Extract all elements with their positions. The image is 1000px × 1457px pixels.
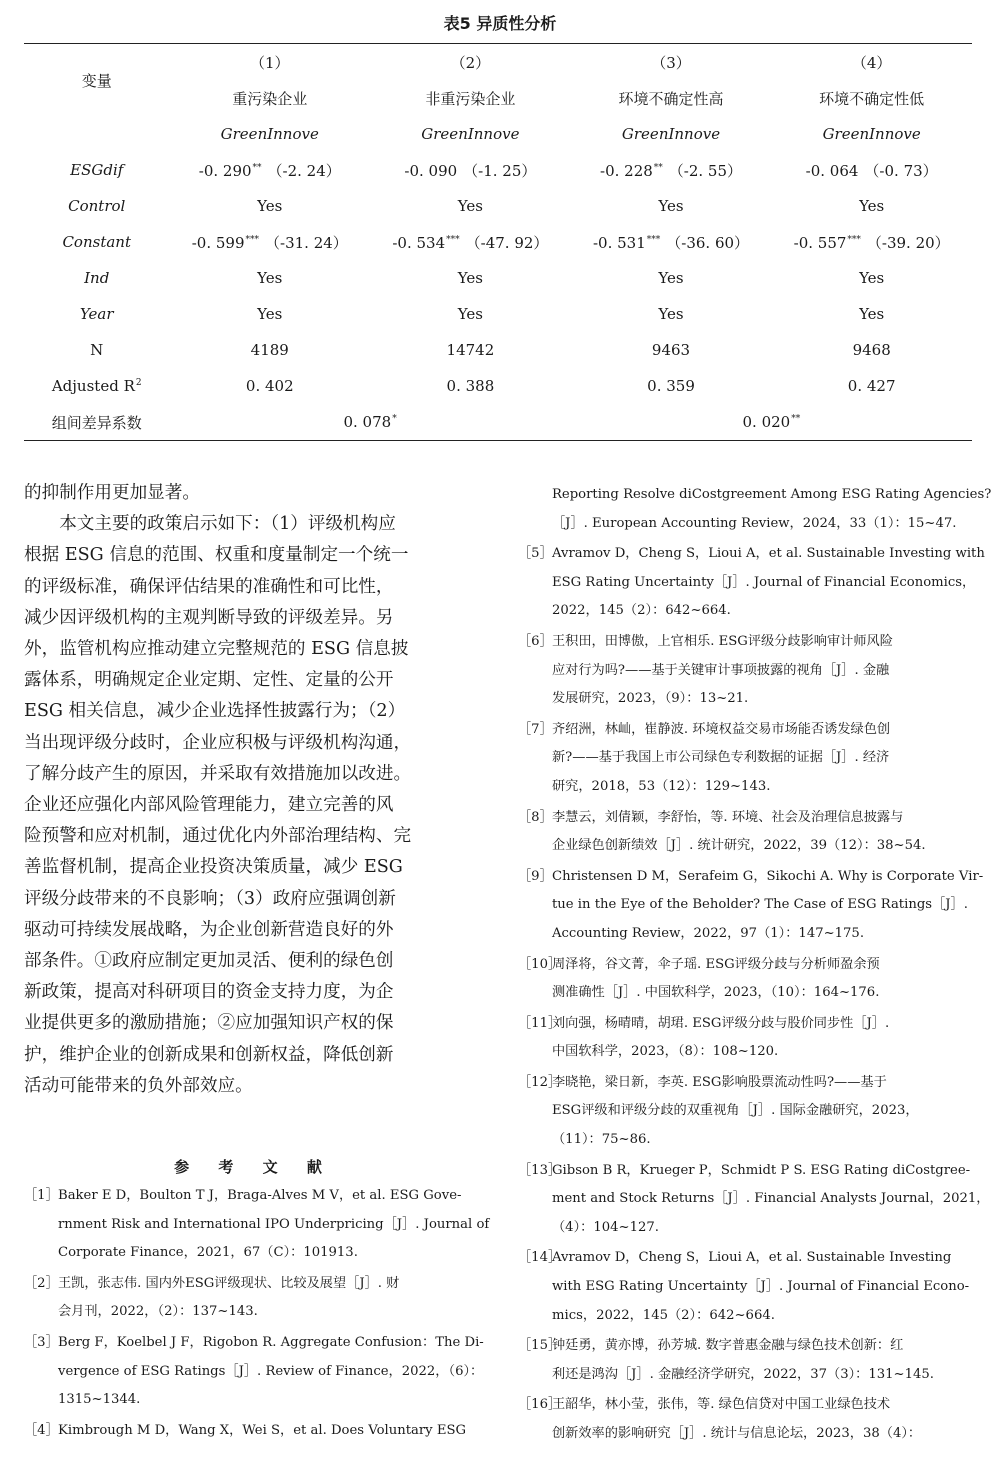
group-diff-value	[571, 404, 972, 441]
reference-text: （4）：104~127.	[552, 1219, 659, 1235]
col-group-label: 环境不确定性高	[618, 89, 724, 108]
reference-line	[24, 1386, 484, 1415]
reference-text: 1315~1344.	[58, 1392, 141, 1408]
reference-text: 周泽将，谷文菁，伞子瑶. ESG评级分歧与分析师盈余预	[552, 956, 880, 972]
coef-value: -0. 534	[392, 233, 446, 252]
text-line: 评级分歧带来的不良影响；（3）政府应强调创新	[24, 888, 396, 909]
reference-text: Accounting Review，2022，97（1）：147~175.	[552, 925, 865, 941]
reference-entry	[24, 1417, 484, 1446]
reference-text: 王积田，田博傲，上官相乐. ESG评级分歧影响审计师风险	[552, 633, 893, 649]
t-statistic: （-1. 25）	[463, 161, 537, 180]
body-text	[24, 478, 484, 1102]
reference-entry	[518, 1391, 976, 1448]
dep-var-label: GreenInnove	[822, 125, 921, 143]
reference-line	[518, 1157, 976, 1186]
reference-line	[518, 1420, 976, 1449]
table-cell	[571, 260, 772, 296]
reference-line	[518, 569, 976, 598]
coef-value: Yes	[658, 305, 684, 323]
reference-number: ［10］	[518, 956, 562, 972]
reference-text: ESG Rating Uncertainty［J］. Journal of Financial Economics，	[552, 574, 976, 590]
reference-entry	[518, 1157, 990, 1243]
text-line: 部条件。①政府应制定更加灵活、便利的绿色创	[24, 951, 394, 972]
reference-line	[518, 540, 985, 569]
reference-text: Avramov D，Cheng S，Lioui A，et al. Sustainable Investing with	[552, 546, 985, 562]
table-cell	[169, 152, 370, 188]
coef-value: Yes	[457, 197, 483, 215]
table-cell	[169, 188, 370, 224]
reference-text: 创新效率的影响研究［J］. 统计与信息论坛，2023，38（4）：	[552, 1426, 922, 1441]
reference-text: Baker E D，Boulton T J，Braga-Alves M V，et al. ESG Gove-	[58, 1188, 462, 1203]
text-line: 减少因评级机构的主观判断导致的评级差异。另	[24, 607, 394, 628]
reference-line	[518, 1302, 976, 1331]
reference-text: （11）：75~86.	[552, 1132, 651, 1148]
group-diff-number: 0. 020	[742, 413, 791, 431]
coef-value: Yes	[859, 269, 885, 287]
reference-text: Gibson B R，Krueger P，Schmidt P S. ESG Rating diCostgree-	[552, 1162, 971, 1178]
reference-entry	[518, 481, 992, 538]
table-cell	[370, 188, 571, 224]
reference-line	[518, 1332, 976, 1361]
col-number: （2）	[370, 44, 571, 81]
n-value: 9468	[852, 341, 891, 359]
text-line: 的评级标准，确保评估结果的准确性和可比性，	[24, 576, 394, 597]
reference-number: ［3］	[24, 1334, 59, 1350]
reference-line	[518, 657, 976, 686]
r2-value: 0. 359	[647, 377, 695, 395]
text-line: 驱动可持续发展战略，为企业创新营造良好的外	[24, 919, 394, 940]
reference-number: ［1］	[24, 1188, 59, 1203]
reference-text: Christensen D M，Serafeim G，Sikochi A. Why is Corporate Vir-	[552, 868, 984, 884]
text-line: 当出现评级分歧时，企业应积极与评级机构沟通，	[24, 732, 412, 753]
reference-entry	[518, 863, 984, 949]
paragraph-policy	[24, 509, 484, 1102]
reference-entry	[518, 716, 976, 802]
reference-line	[518, 1097, 976, 1126]
reference-text: 中国软科学，2023，（8）：108~120.	[552, 1044, 779, 1060]
reference-text: rnment Risk and International IPO Underpricing［J］. Journal of	[58, 1216, 490, 1232]
row-label-r2	[24, 368, 169, 404]
t-statistic: （-36. 60）	[666, 233, 750, 252]
row-label-n: N	[90, 341, 104, 359]
text-line: ESG 相关信息，减少企业选择性披露行为；（2）	[24, 701, 406, 722]
reference-number: ［16］	[518, 1397, 562, 1413]
reference-line	[24, 1182, 484, 1211]
t-statistic: （-2. 24）	[267, 161, 341, 180]
table-cell	[370, 260, 571, 296]
dep-var-label: GreenInnove	[621, 125, 721, 143]
reference-line	[518, 979, 976, 1008]
reference-text: 钟廷勇，黄亦博，孙芳城. 数字普惠金融与绿色技术创新：红	[552, 1338, 904, 1354]
coef-value: Yes	[658, 197, 684, 215]
table-cell	[771, 224, 972, 260]
table-cell	[771, 152, 972, 188]
reference-number: ［4］	[24, 1422, 59, 1438]
text-line: 活动可能带来的负外部效应。	[24, 1075, 253, 1096]
n-value: 9463	[651, 341, 691, 359]
reference-text: 李慧云，刘倩颖，李舒怡，等. 环境、社会及治理信息披露与	[552, 809, 904, 825]
reference-entry	[24, 1329, 484, 1415]
col-number: （3）	[571, 44, 772, 81]
row-label: ESGdif	[70, 161, 124, 179]
r2-value: 0. 388	[446, 377, 495, 395]
reference-text: 齐绍洲，林屾，崔静波. 环境权益交易市场能否诱发绿色创	[552, 721, 891, 737]
text-line: 本文主要的政策启示如下：（1）评级机构应	[59, 514, 396, 535]
reference-text: 应对行为吗?——基于关键审计事项披露的视角［J］. 金融	[552, 662, 890, 678]
reference-line	[518, 744, 976, 773]
coef-value: Yes	[859, 305, 885, 323]
coef-value: Yes	[859, 197, 885, 215]
references-right-column	[518, 481, 992, 1451]
reference-line	[24, 1298, 484, 1327]
reference-number: ［8］	[518, 809, 553, 825]
reference-number: ［12］	[518, 1074, 562, 1090]
reference-number: ［5］	[518, 546, 553, 562]
table-cell	[370, 224, 571, 260]
paragraph-conclusion-end	[24, 478, 484, 509]
reference-number: ［2］	[24, 1275, 59, 1291]
row-label: Control	[68, 197, 126, 215]
table-cell	[370, 152, 571, 188]
table-caption: 表5 异质性分析	[443, 14, 557, 33]
reference-line	[24, 1211, 490, 1240]
reference-text: 李晓艳，梁日新，李英. ESG影响股票流动性吗?——基于	[552, 1074, 887, 1090]
reference-text: 利还是鸿沟［J］. 金融经济学研究，2022，37（3）：131~145.	[552, 1366, 934, 1382]
coef-value: -0. 531	[592, 233, 646, 252]
reference-line	[518, 1273, 976, 1302]
reference-number: ［7］	[518, 721, 553, 737]
col-group-label: 非重污染企业	[425, 89, 516, 108]
reference-line	[518, 597, 976, 626]
coef-value: -0. 064	[805, 161, 859, 180]
reference-entry	[518, 1244, 976, 1330]
t-statistic: （-2. 55）	[668, 161, 743, 180]
r2-superscript: 2	[135, 378, 142, 388]
table-cell	[571, 224, 772, 260]
table-cell	[169, 224, 370, 260]
significance-stars: ***	[847, 234, 861, 245]
t-statistic: （-39. 20）	[866, 233, 950, 252]
text-line: 了解分歧产生的原因，并采取有效措施加以改进。	[24, 763, 412, 784]
coef-value: -0. 090	[404, 161, 458, 180]
dep-var-label: GreenInnove	[421, 125, 520, 143]
reference-entry	[24, 1270, 484, 1327]
reference-text: 王韶华，林小莹，张伟，等. 绿色信贷对中国工业绿色技术	[552, 1397, 891, 1413]
reference-text: tue in the Eye of the Beholder? The Case of ESG Ratings［J］.	[552, 897, 968, 913]
reference-entry	[518, 540, 985, 626]
reference-line	[518, 891, 976, 920]
reference-line	[518, 1038, 976, 1067]
coef-value: -0. 599	[191, 233, 245, 252]
reference-text: Reporting Resolve diCostgreement Among ESG Rating Agencies?	[552, 487, 992, 502]
n-value: 4189	[250, 341, 289, 359]
reference-text: Berg F，Koelbel J F，Rigobon R. Aggregate Confusion：The Di-	[58, 1334, 484, 1350]
coef-value: -0. 557	[793, 233, 847, 252]
reference-number: ［11］	[518, 1015, 562, 1031]
reference-line	[518, 1010, 976, 1039]
reference-entry	[518, 628, 976, 714]
var-header: 变量	[24, 44, 169, 117]
reference-line	[24, 1329, 484, 1358]
text-line: 护，维护企业的创新成果和创新权益，降低创新	[24, 1044, 394, 1065]
coef-value: Yes	[257, 269, 283, 287]
text-line: 企业还应强化内部风险管理能力，建立完善的风	[24, 795, 394, 816]
reference-line	[518, 685, 976, 714]
reference-text: vergence of ESG Ratings［J］. Review of Finance，2022，（6）：	[58, 1363, 484, 1379]
reference-text: Kimbrough M D，Wang X，Wei S，et al. Does Voluntary ESG	[58, 1422, 467, 1438]
references-left-column	[24, 1182, 490, 1447]
reference-text: 新?——基于我国上市公司绿色专利数据的证据［J］. 经济	[552, 750, 890, 766]
col-group-label: 重污染企业	[232, 89, 308, 108]
col-number: （1）	[169, 44, 370, 81]
col-number: （4）	[771, 44, 972, 81]
reference-line	[518, 1126, 976, 1155]
dep-var-label: GreenInnove	[220, 125, 319, 143]
significance-stars: **	[653, 162, 663, 173]
coef-value: -0. 228	[600, 161, 653, 180]
reference-line	[24, 1239, 484, 1268]
reference-entry	[518, 804, 976, 861]
reference-entry	[518, 951, 976, 1008]
reference-entry	[518, 1069, 976, 1155]
reference-line	[518, 951, 976, 980]
coef-value: Yes	[257, 305, 283, 323]
reference-text: 测准确性［J］. 中国软科学，2023，（10）：164~176.	[552, 985, 880, 1001]
reference-line	[518, 1185, 990, 1214]
reference-number: ［15］	[518, 1338, 562, 1354]
text-line: 露体系，明确规定企业定期、定性、定量的公开	[24, 670, 394, 691]
coef-value: Yes	[457, 305, 483, 323]
reference-line	[24, 1417, 484, 1446]
reference-entry	[24, 1182, 490, 1268]
heterogeneity-table	[24, 43, 972, 441]
reference-line	[518, 1069, 976, 1098]
reference-line	[518, 510, 976, 539]
t-statistic: （-0. 73）	[864, 161, 938, 180]
text-line: 外，监管机构应推动建立完整规范的 ESG 信息披	[24, 639, 409, 660]
reference-line	[24, 1358, 484, 1387]
coef-value: -0. 290	[198, 161, 252, 180]
reference-text: with ESG Rating Uncertainty［J］. Journal of Financial Econo-	[552, 1279, 970, 1295]
row-label: Year	[79, 305, 114, 323]
reference-number: ［13］	[518, 1162, 562, 1178]
text-line: 险预警和应对机制，通过优化内外部治理结构、完	[24, 826, 412, 847]
reference-line	[518, 481, 992, 510]
reference-line	[518, 832, 976, 861]
reference-text: 会月刊，2022，（2）：137~143.	[58, 1304, 258, 1320]
text-line: 的抑制作用更加显著。	[24, 483, 200, 503]
references-heading: 参 考 文 献	[174, 1158, 334, 1176]
group-diff-value	[169, 404, 570, 441]
r2-value: 0. 402	[245, 377, 294, 395]
text-line: 业提供更多的激励措施；②应加强知识产权的保	[24, 1013, 394, 1034]
reference-text: 刘向强，杨晴晴，胡珺. ESG评级分歧与股价同步性［J］.	[552, 1015, 890, 1031]
reference-text: 企业绿色创新绩效［J］. 统计研究，2022，39（12）：38~54.	[552, 838, 926, 854]
coef-value: Yes	[257, 197, 283, 215]
reference-line	[518, 1361, 976, 1390]
reference-text: 研究，2018，53（12）：129~143.	[552, 778, 771, 794]
reference-text: Avramov D，Cheng S，Lioui A，et al. Sustainable Investing	[552, 1250, 952, 1266]
table-cell	[771, 260, 972, 296]
row-label: Ind	[84, 269, 110, 287]
reference-text: mics，2022，145（2）：642~664.	[552, 1307, 775, 1323]
text-line: 善监督机制，提高企业投资决策质量，减少 ESG	[24, 857, 403, 878]
row-label-group-diff: 组间差异系数	[24, 404, 169, 441]
table-cell	[169, 296, 370, 332]
row-label: Constant	[62, 233, 131, 251]
reference-line	[518, 920, 976, 949]
reference-text: 2022，145（2）：642~664.	[552, 603, 731, 619]
reference-line	[518, 804, 976, 833]
reference-entry	[518, 1332, 976, 1389]
coef-value: Yes	[658, 269, 684, 287]
reference-line	[24, 1270, 484, 1299]
reference-text: ESG评级和评级分歧的双重视角［J］. 国际金融研究，2023，	[552, 1103, 919, 1119]
reference-number: ［14］	[518, 1250, 562, 1266]
reference-text: ment and Stock Returns［J］. Financial Analysts Journal，2021，	[552, 1191, 990, 1207]
t-statistic: （-31. 24）	[265, 233, 348, 252]
table-cell	[571, 296, 772, 332]
reference-text: ［J］. European Accounting Review，2024，33（1）：15~47.	[552, 515, 957, 531]
significance-stars: ***	[245, 234, 260, 245]
group-diff-stars: *	[392, 414, 397, 424]
table-cell	[571, 152, 772, 188]
coef-value: Yes	[457, 269, 483, 287]
r2-label-text: Adjusted R	[51, 377, 135, 395]
table-cell	[169, 260, 370, 296]
reference-line	[518, 1391, 976, 1420]
n-value: 14742	[446, 341, 495, 359]
significance-stars: **	[252, 162, 262, 173]
reference-number: ［9］	[518, 868, 553, 884]
reference-line	[518, 1214, 976, 1243]
group-diff-stars: **	[791, 414, 801, 424]
reference-text: Corporate Finance，2021，67（C）：101913.	[58, 1245, 358, 1261]
r2-value: 0. 427	[847, 377, 896, 395]
reference-entry	[518, 1010, 976, 1067]
table-cell	[771, 188, 972, 224]
reference-number: ［6］	[518, 633, 553, 649]
reference-line	[518, 716, 976, 745]
significance-stars: ***	[446, 234, 460, 245]
group-diff-number: 0. 078	[343, 413, 392, 431]
t-statistic: （-47. 92）	[465, 233, 549, 252]
text-line: 根据 ESG 信息的范围、权重和度量制定一个统一	[24, 545, 409, 566]
table-cell	[370, 296, 571, 332]
reference-line	[518, 773, 976, 802]
text-line: 新政策，提高对科研项目的资金支持力度，为企	[24, 982, 394, 1003]
reference-text: 王凯，张志伟. 国内外ESG评级现状、比较及展望［J］. 财	[58, 1275, 400, 1291]
significance-stars: ***	[646, 234, 661, 245]
reference-text: 发展研究，2023，（9）：13~21.	[552, 691, 749, 707]
table-cell	[771, 296, 972, 332]
col-group-label: 环境不确定性低	[819, 89, 925, 108]
reference-line	[518, 1244, 976, 1273]
reference-line	[518, 628, 976, 657]
table-cell	[571, 188, 772, 224]
reference-line	[518, 863, 984, 892]
